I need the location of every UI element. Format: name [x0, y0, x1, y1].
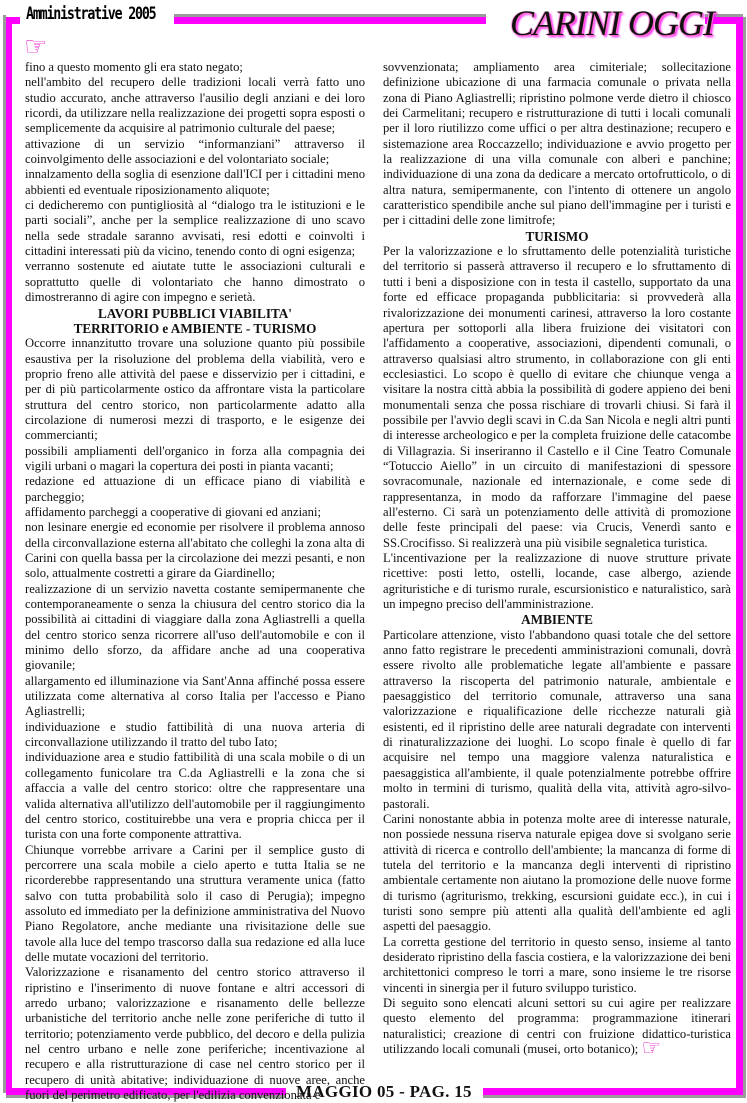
paragraph: possibili ampliamenti dell'organico in forza alla compagnia dei vigili urbani o magari la copertura dei posti in pianta vacanti;: [25, 443, 365, 473]
paragraph: allargamento ed illuminazione via Sant'Anna affinché possa essere utilizzata come alternativa al corso Italia per l'accesso e Piano Agliastrelli;: [25, 673, 365, 719]
pointing-hand-icon: ☞: [641, 1036, 662, 1061]
paragraph: La corretta gestione del territorio in questo senso, insieme al tanto desiderato ripristino della fascia costiera, e la valorizzazione dei beni architettonici compreso le torri a mare, sono insieme le tre risorse vincenti in sinergia per il futuro sviluppo turistico.: [383, 934, 731, 995]
frame-shadow-right: [743, 17, 746, 1095]
paragraph: individuazione area e studio fattibilità di una scala mobile o di un collegamento funicolare tra C.da Agliastrelli e la zona che si affaccia a valle del centro storico: oltre che rappresentare una valida alternativa all'utilizzo dell'automobile per il raggiungimento del centro storico, costituirebbe una vera e propria chicca per il turista con una forte componente attrattiva.: [25, 750, 365, 842]
frame-top-left-corner: [6, 17, 20, 24]
paragraph: redazione ed attuazione di un efficace piano di viabilità e parcheggio;: [25, 474, 365, 504]
paragraph: sovvenzionata; ampliamento area cimiteriale; sollecitazione definizione ubicazione di una farmacia comunale o privata nella zona di Piano Agliastrelli; ripristino polmone verde dietro il chiosco dei Carmelitani; recupero e ristrutturazione di tutti i locali comunali per il loro riutilizzo come uffici o per altra destinazione; recupero e sistemazione area Roccazzello; individuazione e avvio progetto per la realizzazione di una villa comunale con alberi e panchine; individuazione di una zona da dedicare a mercato ortofrutticolo, o di altra natura, semipermanente, con l'intento di ottenere un angolo caratteristico spendibile anche sul piano dell'immagine per i turisti e per i cittadini delle zone limitrofe;: [383, 60, 731, 228]
paragraph: Chiunque vorrebbe arrivare a Carini per il semplice gusto di percorrere una scala mobile a cielo aperto e tutta Italia se ne ricorderebbe rappresentando una struttura veramente unica (fatto salvo con tutta probabilità solo il caso di Perugia); impegno assoluto ed immediato per la definizione amministrativa del Nuovo Piano Regolatore, anche mediante una rivisitazione delle sue tavole alla luce del tempo trascorso dalla sua redazione ed alla luce delle mutate vocazioni del territorio.: [25, 842, 365, 964]
left-column: [25, 60, 365, 1103]
paragraph: verranno sostenute ed aiutate tutte le associazioni culturali e soprattutto quelle di volontariato che hanno dimostrato o dimostreranno di agire con impegno e serietà.: [25, 259, 365, 305]
section-heading: AMBIENTE: [521, 612, 593, 628]
paragraph: realizzazione di un servizio navetta costante semipermanente che contemporaneamente o senza la chiusura del centro storico dia la possibilità ai cittadini di viaggiare dalla zona Agliastrelli a quella del centro storico senza ricorrere all'uso dell'automobile e con il minimo dello sforzo, da affidare anche ad una cooperativa giovanile;: [25, 581, 365, 673]
paragraph: attivazione di un servizio “informanziani” attraverso il coinvolgimento delle associazioni e del volontariato sociale;: [25, 136, 365, 167]
paragraph: individuazione e studio fattibilità di una nuova arteria di circonvallazione utilizzando il tratto del tubo Iato;: [25, 719, 365, 750]
paragraph: Valorizzazione e risanamento del centro storico attraverso il ripristino e l'inserimento di nuove fontane e altri accessori di arredo urbano; valorizzazione e risanamento delle bellezze urbanistiche del territorio anche nelle zone periferiche di tutto il territorio; potenziamento verde pubblico, del decoro e della pulizia nel centro urbano e nelle zone periferiche; incentivazione al recupero e alla ristrutturazione di case nel centro storico per il recupero di unità abitative; individuazione di nuove aree, anche fuori del perimetro edificato, per l'edilizia convenzionata e: [25, 965, 365, 1103]
paragraph: Carini nonostante abbia in potenza molte aree di interesse naturale, non possiede nessuna riserva naturale epigea dove si svolgano serie attività di ricerca e controllo dell'ambiente; la mancanza di forme di tutela del territorio e la mancanza degli interventi di ripristino ambientale certamente non aiutano la promozione delle nuove forme di turismo (agriturismo, trekking, escursioni guidate ecc.), in cui i turisti sono sempre più attenti alla qualità dell'ambiente ed agli aspetti del paesaggio.: [383, 811, 731, 934]
paragraph-text: Di seguito sono elencati alcuni settori su cui agire per realizzare questo elemento del programma: programmazione itinerari naturalistici; creazione di centri con fruizione didattico-turistica utilizzando locali comunali (musei, orto botanico);: [383, 995, 731, 1056]
page-footer-issue: MAGGIO 05 - PAG. 15: [296, 1082, 472, 1101]
paragraph: Particolare attenzione, visto l'abbandono quasi totale che del settore anno fatto registrare le precedenti amministrazioni comunali, dovrà essere rivolto alle problematiche legate all'ambiente e passare attraverso la riscoperta del patrimonio naturale, ambientale e paesaggistico del territorio comunale, attraverso una sana valorizzazione e riqualificazione delle ricchezze naturali già esistenti, ed il ripristino delle aree naturali degradate con interventi di rinaturalizzazione dei luoghi. Lo scopo finale è quello di far acquisire nel tempo una maggiore valenza naturalistica e paesaggistica all'ambiente, il quale potenzialmente potrebbe offrire molto in termini di turismo, qualità della vita, attività agro-silvo-pastorali.: [383, 627, 731, 811]
paragraph: innalzamento della soglia di esenzione dall'ICI per i cittadini meno abbienti ed eventuale riposizionamento aliquote;: [25, 167, 365, 197]
frame-shadow-bottom-right: [483, 1095, 746, 1098]
frame-top-border: [174, 17, 486, 24]
section-heading: TURISMO: [525, 228, 589, 244]
paragraph: L'incentivazione per la realizzazione di nuove strutture private ricettive: posti letto, ostelli, locande, case albergo, aziende agrituristiche e di turismo rurale, escursionistico e naturalistico, sarà un impegno preciso dell'amministrazione.: [383, 551, 731, 612]
paragraph: nell'ambito del recupero delle tradizioni locali verrà fatto uno studio accurato, anche attraverso l'ausilio degli anziani e dei loro ricordi, da utilizzare nella realizzazione dei progetti sopra esposti o semplicemente da acquisire al patrimonio culturale del paese;: [25, 75, 365, 136]
right-column: [383, 60, 731, 1061]
paragraph: affidamento parcheggi a cooperative di giovani ed anziani;: [25, 504, 321, 519]
frame-bottom-right-border: [483, 1088, 743, 1095]
section-heading: TERRITORIO e AMBIENTE - TURISMO: [73, 320, 317, 336]
masthead-logo: CARINI OGGI: [510, 3, 714, 43]
paragraph: fino a questo momento gli era stato negato;: [25, 60, 243, 74]
section-heading: LAVORI PUBBLICI VIABILITA': [98, 305, 292, 321]
paragraph: non lesinare energie ed economie per risolvere il problema annoso della circonvallazione esterna all'abitato che colleghi la zona alta di Carini con quella bassa per la circolazione dei mezzi pesanti, e non solo, attualmente costretti a girare da Giardinello;: [25, 520, 365, 581]
frame-right-border: [736, 17, 743, 1095]
paragraph-with-pointer: [383, 995, 731, 1061]
paragraph: ci dedicheremo con puntigliosità al “dialogo tra le istituzioni e le parti sociali”, anche per la semplice realizzazione di uno scavo nella sede stradale saranno avvisati, resi edotti e coinvolti i cittadini interessati più da vicino, tenendo conto di ogni esigenza;: [25, 198, 365, 259]
paragraph: Occorre innanzitutto trovare una soluzione quanto più possibile esaustiva per la risoluzione del problema della viabilità, vero e proprio freno alle attività del paese e disservizio per i cittadini, e per di più particolarmente ostico da affrontare vista la particolare struttura del centro storico, non particolarmente adatto alla circolazione di numerosi mezzi di trasporto, e le esigenze dei commercianti;: [25, 336, 365, 443]
pointing-hand-icon: ☞: [24, 32, 48, 62]
paragraph: Per la valorizzazione e lo sfruttamento delle potenzialità turistiche del territorio si passerà attraverso il recupero e lo sfruttamento di tutti i beni a disposizione con in testa il castello, supportato da una forte ed efficace propaganda pubblicitaria: si provvederà alla rivalorizzazione dei monumenti carinesi, attraverso la loro costante apertura per sottoporli alla libera fruizione dei visitatori con l'affidamento a cooperative, associazioni, dipendenti comunali, o attraverso qualsiasi altro strumento, in collaborazione con gli enti ecclesiastici. Lo scopo è quello di evitare che chiunque venga a visitare la nostra città abbia la possibilità di godere appieno dei beni monumentali senza che possa rischiare di trovarli chiusi. Si farà il possibile per l'avvio degli scavi in C.da San Nicola e negli altri punti di interesse archeologico e per la completa fruizione delle catacombe di Villagrazia. Si inseriranno il Castello e il Cine Teatro Comunale “Totuccio Aiello” in un circuito di manifestazioni di spessore sovracomunale, nazionale ed internazionale, e come sede di rappresentanza, in modo da rafforzare l'immagine del paese all'esterno. Ci sarà un potenziamento delle attività di promozione delle feste principali del paese: via Crucis, Venerdì santo e SS.Crocifisso. Si realizzerà una più visibile segnaletica turistica.: [383, 244, 731, 550]
frame-left-border: [6, 17, 12, 1095]
section-title: Amministrative 2005: [26, 4, 156, 24]
